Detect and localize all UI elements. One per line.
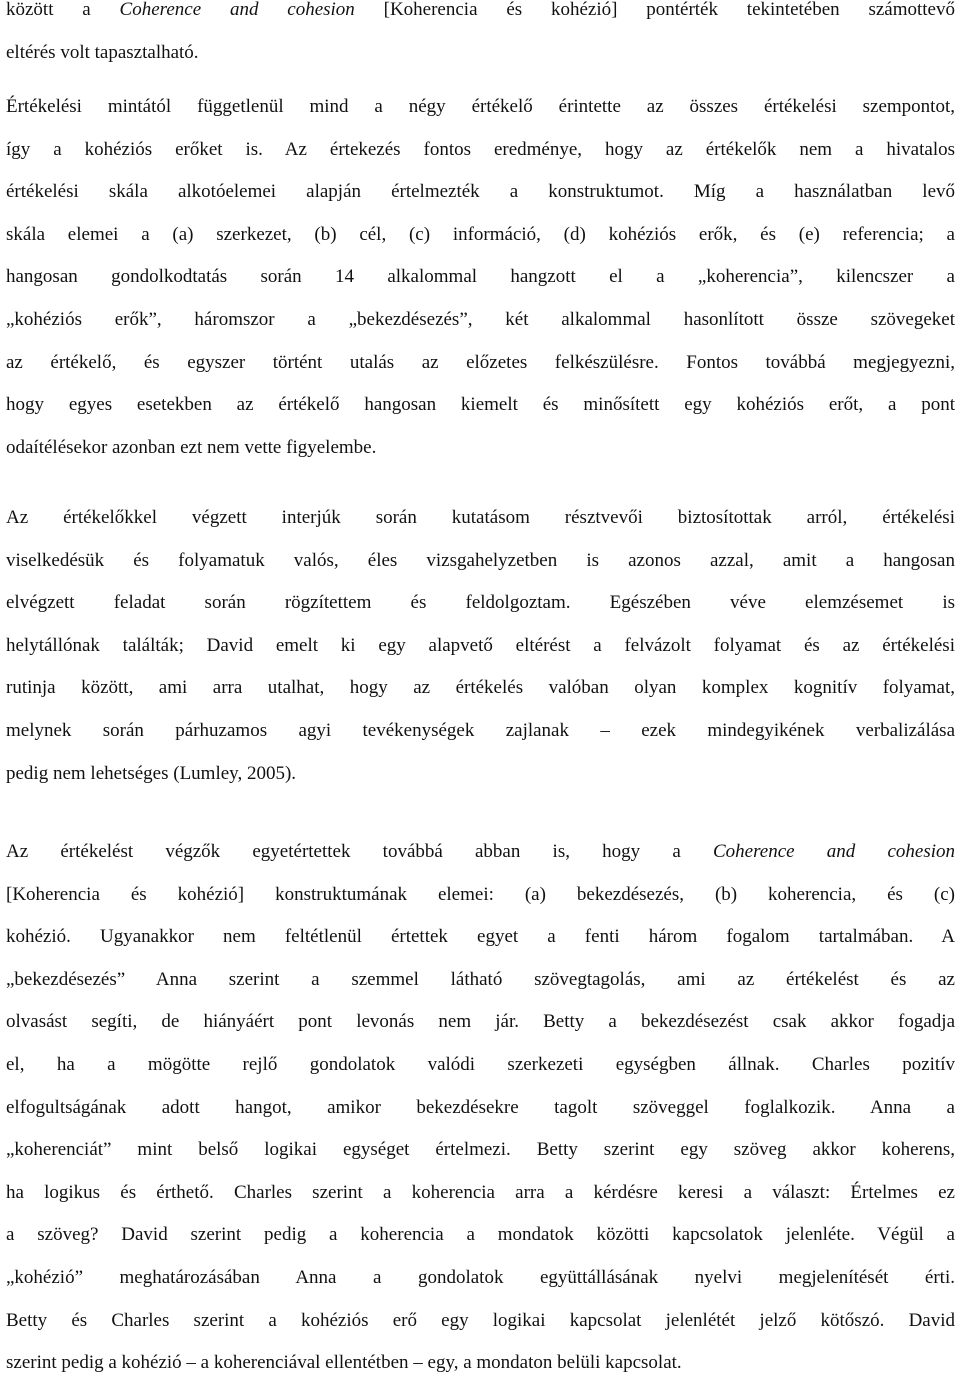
- text-line: [6, 86, 955, 129]
- text-run: kohézió. Ugyanakkor nem feltétlenül értettek egyet a fenti három fogalom tartalmában. A: [6, 926, 955, 948]
- text-line: [6, 831, 955, 874]
- text-line: [6, 129, 955, 172]
- text-run: szerint pedig a kohézió – a koherenciával ellentétben – egy, a mondaton belüli kapcsolat.: [6, 1352, 682, 1374]
- text-run: értékelési skála alkotóelemei alapján értelmezték a konstruktumot. Míg a használatban levő: [6, 181, 955, 203]
- text-run: ha logikus és érthető. Charles szerint a koherencia arra a kérdésre keresi a választ: Értelmes ez: [6, 1181, 955, 1203]
- text-line: [6, 342, 955, 385]
- text-line: [6, 1172, 955, 1215]
- paragraph-4: [6, 831, 955, 1385]
- text-run: „kohézió” meghatározásában Anna a gondolatok együttállásának nyelvi megjelenítését érti.: [6, 1266, 955, 1288]
- text-run: elfogultságának adott hangot, amikor bekezdésekre tagolt szöveggel foglalkozik. Anna a: [6, 1096, 955, 1118]
- text-run: hangosan gondolkodtatás során 14 alkalommal hangzott el a „koherencia”, kilencszer a: [6, 266, 955, 288]
- text-run: pedig nem lehetséges (Lumley, 2005).: [6, 762, 297, 784]
- text-run: [Koherencia és kohézió] pontérték tekintetében számottevő: [354, 0, 955, 20]
- text-run: így a kohéziós erőket is. Az értekezés fontos eredménye, hogy az értékelők nem a hivatalos: [6, 138, 955, 160]
- text-run: melynek során párhuzamos agyi tevékenységek zajlanak – ezek mindegyikének verbalizálása: [6, 719, 955, 741]
- text-line: [6, 625, 955, 668]
- text-line: [6, 384, 955, 427]
- text-line: [6, 1044, 955, 1087]
- paragraph-3: [6, 497, 955, 795]
- text-line: [6, 1257, 955, 1300]
- text-run: Értékelési mintától függetlenül mind a négy értékelő érintette az összes értékelési szempontot,: [6, 96, 955, 117]
- text-run: „koherenciát” mint belső logikai egységet értelmezi. Betty szerint egy szöveg akkor koherens,: [6, 1139, 955, 1161]
- text-line: [6, 256, 955, 299]
- text-run: helytállónak találták; David emelt ki egy alapvető eltérést a felvázolt folyamat és az értékelési: [6, 634, 955, 656]
- text-line: [6, 753, 955, 796]
- text-line: [6, 1001, 955, 1044]
- text-line: [6, 710, 955, 753]
- text-line: [6, 299, 955, 342]
- text-line: [6, 0, 955, 32]
- text-line: [6, 540, 955, 583]
- text-run: az értékelő, és egyszer történt utalás az előzetes felkészülésre. Fontos továbbá megjegyezni,: [6, 351, 955, 373]
- text-run: Betty és Charles szerint a kohéziós erő egy logikai kapcsolat jelenlétét jelző kötőszó. David: [6, 1309, 955, 1331]
- paragraph-2: [6, 86, 955, 469]
- text-line: [6, 32, 955, 75]
- text-line: [6, 497, 955, 540]
- text-line: [6, 916, 955, 959]
- italic-term: Coherence and cohesion: [712, 841, 955, 862]
- text-line: [6, 582, 955, 625]
- text-run: el, ha a mögötte rejlő gondolatok valódi szerkezeti egységben állnak. Charles pozitív: [6, 1053, 955, 1075]
- paragraph-1: [6, 0, 955, 74]
- text-run: rutinja között, ami arra utalhat, hogy az értékelés valóban olyan komplex kognitív folyamat,: [6, 677, 955, 699]
- text-run: között a: [6, 0, 120, 20]
- text-run: Az értékelőkkel végzett interjúk során kutatásom résztvevői biztosítottak arról, értékelési: [6, 507, 955, 528]
- text-line: [6, 1342, 955, 1385]
- text-line: [6, 427, 955, 470]
- text-run: viselkedésük és folyamatuk valós, éles vizsgahelyzetben is azonos azzal, amit a hangosan: [6, 549, 955, 571]
- text-line: [6, 1087, 955, 1130]
- text-run: a szöveg? David szerint pedig a koherencia a mondatok közötti kapcsolatok jelenléte. Végül a: [6, 1224, 955, 1246]
- text-line: [6, 874, 955, 917]
- text-run: „bekezdésezés” Anna szerint a szemmel látható szövegtagolás, ami az értékelést és az: [6, 968, 955, 990]
- text-run: odaítélésekor azonban ezt nem vette figyelembe.: [6, 436, 377, 458]
- text-run: eltérés volt tapasztalható.: [6, 41, 199, 63]
- text-line: [6, 959, 955, 1002]
- text-run: skála elemei a (a) szerkezet, (b) cél, (c) információ, (d) kohéziós erők, és (e) referencia; a: [6, 223, 955, 245]
- text-line: [6, 214, 955, 257]
- text-line: [6, 1300, 955, 1343]
- text-run: [Koherencia és kohézió] konstruktumának elemei: (a) bekezdésezés, (b) koherencia, és (c): [6, 883, 955, 905]
- italic-term: Coherence and cohesion: [119, 0, 355, 20]
- text-run: hogy egyes esetekben az értékelő hangosan kiemelt és minősített egy kohéziós erőt, a pont: [6, 394, 955, 416]
- text-line: [6, 1129, 955, 1172]
- text-line: [6, 667, 955, 710]
- text-run: olvasást segíti, de hiányáért pont levonás nem jár. Betty a bekezdésezést csak akkor fogadja: [6, 1011, 955, 1033]
- text-line: [6, 1214, 955, 1257]
- text-run: Az értékelést végzők egyetértettek továbbá abban is, hogy a: [6, 841, 713, 862]
- text-run: „kohéziós erők”, háromszor a „bekezdésezés”, két alkalommal hasonlított össze szövegeket: [6, 308, 955, 330]
- text-run: elvégzett feladat során rögzítettem és feldolgoztam. Egészében véve elemzésemet is: [6, 592, 955, 614]
- text-line: [6, 171, 955, 214]
